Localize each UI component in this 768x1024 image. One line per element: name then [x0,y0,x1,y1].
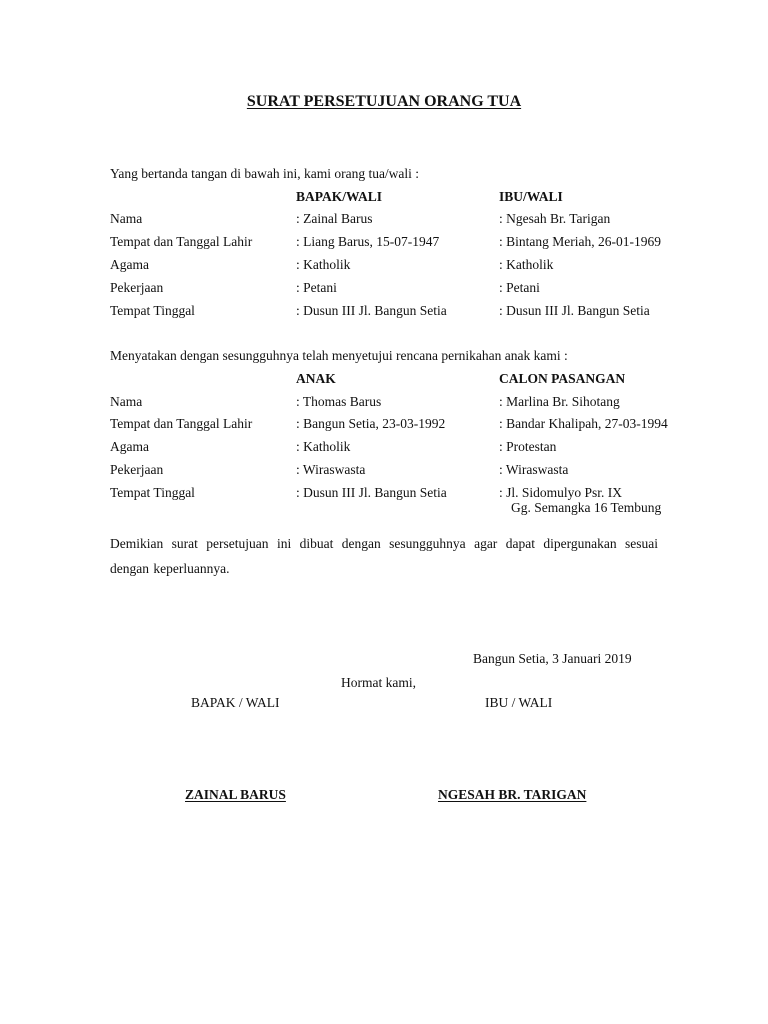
child-occupation: : Wiraswasta [296,462,366,477]
partner-occupation: : Wiraswasta [499,462,569,477]
parents-header-mother: IBU/WALI [499,189,563,204]
father-residence: : Dusun III Jl. Bangun Setia [296,303,447,318]
couple-label-occupation: Pekerjaan [110,462,164,477]
couple-label-name: Nama [110,394,143,409]
partner-residence-line2: Gg. Semangka 16 Tembung [511,500,662,515]
child-name: : Thomas Barus [296,394,382,409]
document-title: SURAT PERSETUJUAN ORANG TUA [246,93,522,110]
child-birth: : Bangun Setia, 23-03-1992 [296,416,446,431]
father-religion: : Katholik [296,257,351,272]
couple-label-religion: Agama [110,439,149,454]
parents-label-birth: Tempat dan Tanggal Lahir [110,234,253,249]
child-residence: : Dusun III Jl. Bangun Setia [296,485,447,500]
regards-text: Hormat kami, [341,675,416,690]
couple-header-partner: CALON PASANGAN [499,371,626,386]
father-birth: : Liang Barus, 15-07-1947 [296,234,440,249]
parents-label-occupation: Pekerjaan [110,280,164,295]
mother-religion: : Katholik [499,257,554,272]
mother-occupation: : Petani [499,280,540,295]
signature-name-mother: NGESAH BR. TARIGAN [438,787,587,802]
parents-label-name: Nama [110,211,143,226]
signature-role-father: BAPAK / WALI [191,695,280,710]
couple-label-residence: Tempat Tinggal [110,485,195,500]
mother-name: : Ngesah Br. Tarigan [499,211,611,226]
parents-label-religion: Agama [110,257,149,272]
intro-text: Yang bertanda tangan di bawah ini, kami orang tua/wali : [110,166,420,181]
couple-header-child: ANAK [296,371,336,386]
father-occupation: : Petani [296,280,337,295]
closing-paragraph: Demikian surat persetujuan ini dibuat dengan sesungguhnya agar dapat dipergunakan sesuai dengan keperluannya. [110,536,658,576]
child-religion: : Katholik [296,439,351,454]
mother-residence: : Dusun III Jl. Bangun Setia [499,303,650,318]
signature-name-father: ZAINAL BARUS [185,787,286,802]
place-date: Bangun Setia, 3 Januari 2019 [473,651,632,666]
partner-birth: : Bandar Khalipah, 27-03-1994 [499,416,668,431]
partner-name: : Marlina Br. Sihotang [499,394,620,409]
mother-birth: : Bintang Meriah, 26-01-1969 [499,234,661,249]
parents-label-residence: Tempat Tinggal [110,303,195,318]
father-name: : Zainal Barus [296,211,373,226]
signature-role-mother: IBU / WALI [485,695,553,710]
statement-text: Menyatakan dengan sesungguhnya telah menyetujui rencana pernikahan anak kami : [110,348,568,363]
partner-residence: : Jl. Sidomulyo Psr. IX [499,485,623,500]
partner-religion: : Protestan [499,439,557,454]
couple-label-birth: Tempat dan Tanggal Lahir [110,416,253,431]
parents-header-father: BAPAK/WALI [296,189,383,204]
